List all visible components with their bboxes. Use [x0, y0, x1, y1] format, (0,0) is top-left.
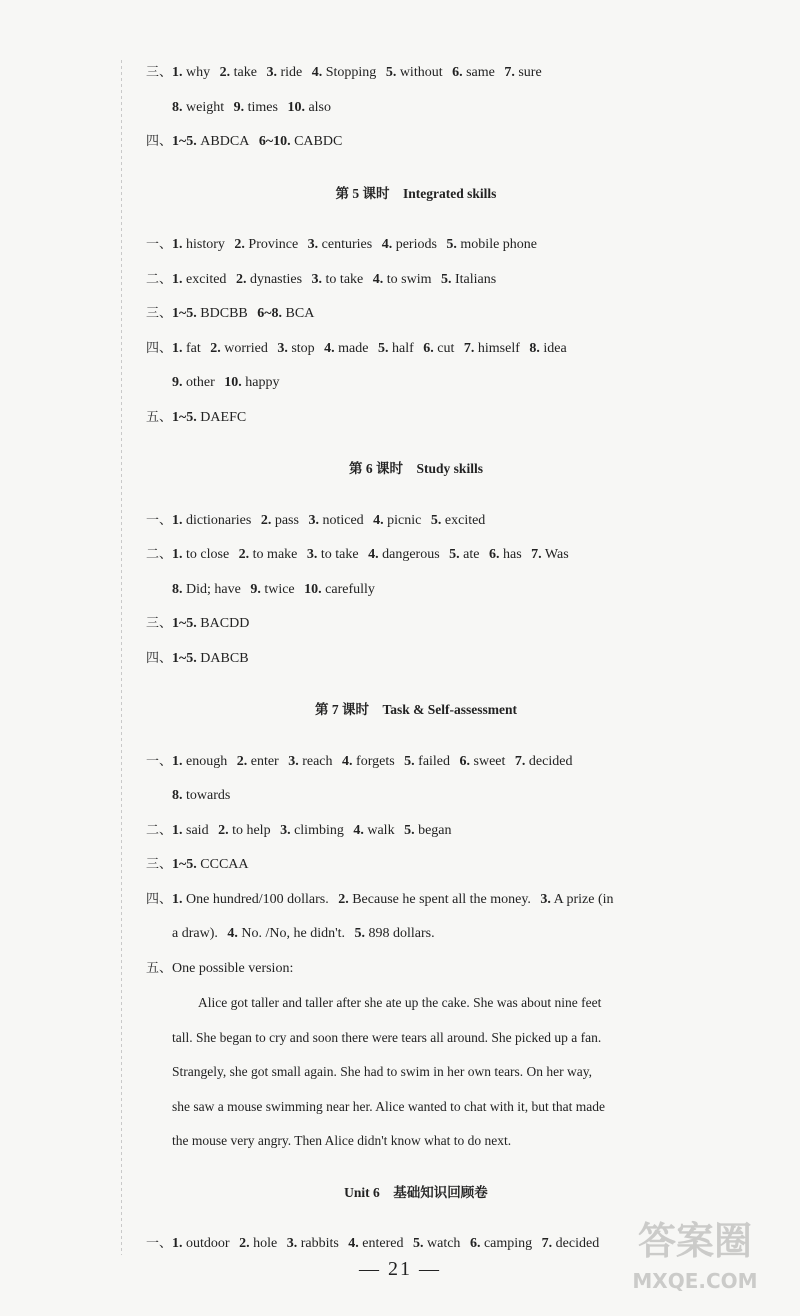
- answer-text: walk: [367, 822, 395, 838]
- question-label: 一、: [146, 512, 173, 528]
- answer-line: [146, 504, 686, 539]
- answer-number: 3.: [288, 753, 299, 769]
- answer-text: reach: [302, 753, 333, 769]
- answer-number: 5.: [404, 753, 415, 769]
- answer-item: [172, 1236, 230, 1251]
- answer-text: himself: [477, 340, 520, 356]
- answer-number: 5.: [354, 926, 366, 941]
- answer-number: 10.: [224, 375, 242, 390]
- answer-item: [172, 616, 249, 631]
- answer-number: 5.: [404, 822, 415, 838]
- answer-number: 5.: [441, 271, 452, 287]
- answer-item: [277, 341, 314, 356]
- answer-line: [146, 642, 686, 677]
- answer-number: 1.: [172, 237, 183, 252]
- answer-item: [404, 754, 450, 769]
- answer-item: [288, 754, 332, 769]
- answer-text: made: [338, 340, 369, 356]
- answer-text: camping: [483, 1236, 533, 1251]
- answer-item: [312, 65, 377, 80]
- answer-number: 6.: [423, 340, 434, 356]
- answer-number: 6.: [452, 65, 463, 80]
- answer-text: other: [186, 375, 215, 390]
- answer-item: [172, 651, 249, 666]
- answer-text: to take: [320, 547, 359, 562]
- answer-item: [368, 547, 440, 562]
- answer-line: [146, 848, 686, 883]
- answer-item: [172, 341, 201, 356]
- answer-text: periods: [395, 237, 437, 252]
- answer-item: [287, 1236, 339, 1251]
- section-title: Unit 6 基础知识回顾卷: [344, 1184, 488, 1200]
- answer-number: 1~5.: [172, 650, 197, 666]
- answer-item: [423, 341, 454, 356]
- essay-intro-line: [146, 952, 686, 987]
- section-title: 第 6 课时 Study skills: [349, 461, 483, 476]
- answer-item: [172, 823, 209, 838]
- answer-text: One hundred/100 dollars.: [186, 891, 329, 907]
- answer-text: weight: [186, 99, 225, 115]
- answer-text: ate: [463, 547, 480, 562]
- answer-item: [307, 547, 359, 562]
- answer-item: [324, 341, 368, 356]
- answer-number: 1.: [172, 340, 183, 356]
- answer-number: 4.: [324, 340, 335, 356]
- essay-line: Alice got taller and taller after she ate up the cake. She was about nine feet: [198, 995, 602, 1010]
- answer-text: BCA: [285, 306, 315, 321]
- answer-item: [280, 823, 344, 838]
- answer-number: 2.: [338, 891, 349, 907]
- answer-item: [338, 892, 531, 907]
- answer-text: picnic: [387, 512, 422, 528]
- answer-line: [146, 745, 686, 780]
- answer-number: 3.: [266, 65, 277, 80]
- answer-text: history: [186, 237, 225, 252]
- answer-number: 5.: [385, 65, 397, 80]
- answer-text: cut: [437, 340, 455, 356]
- answer-text: excited: [186, 271, 227, 287]
- answer-item: [172, 926, 218, 941]
- answer-item: [470, 1236, 532, 1251]
- answer-item: [172, 857, 249, 872]
- answer-item: [224, 375, 279, 390]
- answer-item: [266, 65, 302, 80]
- answer-text: Stopping: [325, 65, 377, 80]
- answer-text: forgets: [356, 753, 395, 769]
- answer-item: [542, 1236, 600, 1251]
- essay-line: she saw a mouse swimming near her. Alice wanted to chat with it, but that made: [172, 1098, 606, 1114]
- answer-number: 6.: [459, 753, 471, 769]
- answer-line: [146, 607, 686, 642]
- answer-text: sure: [518, 65, 542, 80]
- answer-text: watch: [427, 1236, 461, 1251]
- question-label: 三、: [146, 857, 173, 872]
- answer-item: [259, 134, 343, 149]
- answer-line: [146, 263, 686, 298]
- answer-text: rabbits: [300, 1236, 339, 1251]
- answer-number: 4.: [311, 65, 323, 80]
- answer-text: outdoor: [186, 1236, 230, 1251]
- answer-number: 6~10.: [258, 134, 291, 149]
- answer-text: fat: [186, 340, 201, 356]
- answer-item: [239, 547, 298, 562]
- answer-number: 2.: [235, 271, 247, 287]
- answer-number: 10.: [287, 99, 305, 115]
- answer-item: [342, 754, 395, 769]
- answer-text: carefully: [325, 581, 375, 597]
- answer-text: ride: [280, 65, 303, 80]
- answer-number: 8.: [172, 99, 183, 115]
- answer-text: without: [399, 65, 443, 80]
- answer-number: 7.: [531, 547, 542, 562]
- answer-number: 4.: [348, 1236, 359, 1251]
- question-label: 五、: [146, 960, 173, 976]
- answer-text: decided: [555, 1236, 600, 1251]
- answer-line: [146, 56, 686, 91]
- answer-item: [308, 513, 363, 528]
- answer-text: Italians: [455, 271, 497, 287]
- answer-number: 3.: [306, 547, 318, 562]
- answer-number: 2.: [219, 65, 231, 80]
- margin-dashed-line: [121, 60, 122, 1255]
- question-label: 一、: [146, 237, 173, 252]
- answer-text: same: [466, 65, 495, 80]
- answer-number: 3.: [540, 891, 551, 907]
- answer-item: [172, 237, 225, 252]
- answer-text: BACDD: [200, 616, 250, 631]
- answer-number: 1~5.: [172, 409, 197, 425]
- essay-body: [146, 986, 686, 1159]
- answer-line: [146, 125, 686, 160]
- answer-line: [146, 573, 686, 608]
- answer-text: happy: [245, 375, 280, 390]
- answer-number: 5.: [446, 237, 457, 252]
- question-label: 一、: [146, 753, 173, 769]
- answer-item: [234, 237, 298, 252]
- answer-text: why: [186, 65, 211, 80]
- answer-item: [304, 582, 375, 597]
- answer-item: [172, 100, 224, 115]
- answer-text: Did; have: [186, 581, 241, 597]
- answer-item: [378, 341, 414, 356]
- answer-number: 1.: [172, 512, 183, 528]
- answer-text: stop: [291, 340, 315, 356]
- answer-item: [531, 547, 569, 562]
- answer-text: DABCB: [200, 650, 249, 666]
- question-label: 三、: [146, 616, 173, 631]
- answer-line: [146, 366, 686, 401]
- answer-item: [257, 306, 314, 321]
- answer-number: 1.: [172, 65, 183, 80]
- answer-text: take: [233, 65, 257, 80]
- answer-text: worried: [224, 340, 268, 356]
- answer-text: idea: [543, 340, 567, 356]
- watermark-url: MXQE.COM: [632, 1269, 758, 1293]
- answer-number: 1.: [172, 271, 183, 287]
- answer-number: 6.: [488, 547, 500, 562]
- answer-item: [529, 341, 566, 356]
- question-label: 三、: [146, 65, 173, 80]
- answer-text: 898 dollars.: [368, 926, 435, 941]
- answer-line: [146, 538, 686, 573]
- answer-number: 4.: [373, 512, 384, 528]
- answer-text: enough: [186, 753, 228, 769]
- answer-line: [146, 91, 686, 126]
- essay-line: Strangely, she got small again. She had to swim in her own tears. On her way,: [172, 1064, 593, 1079]
- answer-item: [172, 306, 248, 321]
- answer-text: ABDCA: [200, 134, 250, 149]
- answer-item: [261, 513, 299, 528]
- answer-number: 9.: [250, 581, 261, 597]
- essay-line: tall. She began to cry and soon there were tears all around. She picked up a fan.: [172, 1029, 602, 1045]
- question-label: 三、: [146, 306, 173, 321]
- section-title: 第 7 课时 Task & Self-assessment: [314, 702, 517, 717]
- answer-number: 4.: [353, 822, 364, 838]
- answer-number: 1.: [172, 753, 183, 769]
- answer-text: entered: [362, 1236, 404, 1251]
- section-title: 第 5 课时 Integrated skills: [335, 185, 497, 201]
- answer-item: [172, 65, 210, 80]
- answer-text: dynasties: [249, 271, 303, 287]
- answer-line: [146, 401, 686, 436]
- answer-text: Province: [248, 237, 299, 252]
- answer-number: 3.: [311, 271, 323, 287]
- answer-number: 5.: [449, 547, 460, 562]
- answer-number: 8.: [529, 340, 540, 356]
- answer-text: Was: [544, 547, 569, 562]
- answer-number: 2.: [260, 512, 272, 528]
- answer-item: [446, 237, 537, 252]
- answer-item: [431, 513, 485, 528]
- answer-item: [452, 65, 495, 80]
- answer-number: 10.: [304, 581, 322, 597]
- answer-item: [172, 582, 241, 597]
- answer-item: [382, 237, 437, 252]
- answer-item: [172, 547, 229, 562]
- answer-number: 4.: [381, 237, 393, 252]
- answer-item: [464, 341, 520, 356]
- answer-text: DAEFC: [200, 409, 247, 425]
- answer-line: [146, 1227, 686, 1262]
- answer-number: 2.: [234, 237, 245, 252]
- answer-item: [239, 1236, 277, 1251]
- answer-item: [413, 1236, 460, 1251]
- answer-number: 2.: [218, 822, 229, 838]
- question-label: 二、: [146, 547, 173, 562]
- answer-number: 7.: [541, 1236, 553, 1251]
- answer-line: [146, 228, 686, 263]
- answer-item: [172, 788, 230, 803]
- answer-number: 3.: [286, 1236, 298, 1251]
- answer-text: to close: [186, 547, 230, 562]
- answer-text: enter: [250, 753, 279, 769]
- answer-text: noticed: [322, 512, 364, 528]
- answer-text: began: [418, 822, 452, 838]
- answer-text: a draw).: [172, 926, 218, 941]
- answer-number: 3.: [277, 340, 288, 356]
- answer-item: [237, 754, 279, 769]
- answer-number: 1~5.: [172, 134, 197, 149]
- answer-item: [210, 341, 268, 356]
- answer-item: [220, 65, 257, 80]
- answer-line: [146, 917, 686, 952]
- answer-number: 4.: [227, 926, 238, 941]
- answer-number: 4.: [368, 547, 379, 562]
- answer-number: 1.: [172, 547, 183, 562]
- answer-item: [504, 65, 541, 80]
- essay-line: the mouse very angry. Then Alice didn't know what to do next.: [172, 1133, 512, 1148]
- question-label: 四、: [146, 650, 173, 666]
- question-label: 二、: [146, 271, 173, 287]
- answer-number: 2.: [238, 547, 250, 562]
- answer-number: 3.: [307, 237, 319, 252]
- answer-text: CCCAA: [200, 857, 249, 872]
- answer-number: 1~5.: [172, 857, 197, 872]
- answer-item: [218, 823, 271, 838]
- answer-item: [489, 547, 522, 562]
- answer-item: [386, 65, 443, 80]
- answer-line: [146, 779, 686, 814]
- answer-number: 1.: [172, 1236, 183, 1251]
- answer-text: sweet: [473, 753, 506, 769]
- answer-text: mobile phone: [460, 237, 538, 252]
- answer-text: Because he spent all the money.: [352, 891, 531, 907]
- answer-text: CABDC: [294, 134, 343, 149]
- answer-text: excited: [444, 512, 486, 528]
- answer-text: towards: [186, 788, 231, 803]
- question-label: 二、: [146, 822, 173, 838]
- answer-number: 9.: [172, 375, 183, 390]
- answer-number: 1~5.: [172, 616, 197, 631]
- answer-number: 6.: [469, 1236, 481, 1251]
- answer-text: failed: [418, 753, 451, 769]
- answer-number: 5.: [430, 512, 442, 528]
- question-label: 四、: [146, 891, 173, 907]
- answer-item: [236, 272, 302, 287]
- answer-line: [146, 297, 686, 332]
- answer-item: [348, 1236, 403, 1251]
- answer-number: 3.: [308, 512, 319, 528]
- answer-text: half: [392, 340, 414, 356]
- answer-item: [441, 272, 496, 287]
- answer-item: [373, 513, 421, 528]
- answer-text: to make: [252, 547, 298, 562]
- answer-item: [404, 823, 451, 838]
- answer-item: [234, 100, 278, 115]
- answer-text: to take: [325, 271, 364, 287]
- answer-number: 5.: [378, 340, 389, 356]
- answer-item: [515, 754, 573, 769]
- page-number: — 21 —: [359, 1258, 441, 1280]
- answer-number: 1.: [172, 822, 183, 838]
- answer-line: [146, 814, 686, 849]
- answer-item: [312, 272, 364, 287]
- answer-number: 2.: [210, 340, 221, 356]
- answer-number: 2.: [236, 753, 248, 769]
- answer-item: [353, 823, 394, 838]
- answer-number: 4.: [372, 271, 384, 287]
- answer-text: to swim: [386, 271, 432, 287]
- answer-item: [227, 926, 345, 941]
- answer-item: [172, 513, 251, 528]
- answer-item: [172, 410, 246, 425]
- answer-item: [172, 754, 227, 769]
- answer-number: 2.: [239, 1236, 250, 1251]
- answer-text: twice: [264, 581, 295, 597]
- answer-number: 9.: [233, 99, 245, 115]
- answer-line: [146, 883, 686, 918]
- answer-text: times: [247, 99, 278, 115]
- answer-text: A prize (in: [553, 891, 614, 907]
- answer-text: to help: [232, 822, 271, 838]
- answer-item: [172, 375, 215, 390]
- answer-number: 1.: [172, 891, 183, 907]
- answer-number: 7.: [504, 65, 515, 80]
- essay-intro: One possible version:: [172, 960, 294, 976]
- answer-number: 6~8.: [257, 306, 283, 321]
- answer-text: decided: [528, 753, 573, 769]
- answer-text: dangerous: [382, 547, 440, 562]
- answer-item: [355, 926, 435, 941]
- answer-text: climbing: [294, 822, 344, 838]
- answer-text: No. /No, he didn't.: [241, 926, 346, 941]
- answer-text: dictionaries: [186, 512, 252, 528]
- answer-text: has: [502, 547, 522, 562]
- answer-item: [172, 272, 226, 287]
- answer-text: hole: [253, 1236, 278, 1251]
- answer-item: [540, 892, 613, 907]
- answer-number: 3.: [280, 822, 291, 838]
- answer-text: also: [308, 99, 332, 115]
- answer-number: 8.: [172, 788, 183, 803]
- answer-item: [287, 100, 331, 115]
- question-label: 一、: [146, 1236, 173, 1251]
- question-label: 四、: [146, 340, 173, 356]
- answer-item: [308, 237, 373, 252]
- answer-text: pass: [274, 512, 299, 528]
- answer-item: [172, 892, 329, 907]
- answer-number: 1~5.: [172, 306, 197, 321]
- answer-item: [449, 547, 479, 562]
- answer-line: [146, 332, 686, 367]
- answer-key-content: [146, 56, 686, 1262]
- answer-text: centuries: [321, 237, 373, 252]
- answer-number: 7.: [463, 340, 475, 356]
- answer-text: BDCBB: [200, 306, 248, 321]
- answer-number: 7.: [514, 753, 526, 769]
- answer-number: 4.: [342, 753, 353, 769]
- question-label: 五、: [146, 409, 173, 425]
- answer-text: said: [186, 822, 209, 838]
- watermark-logo: [620, 1216, 770, 1306]
- answer-item: [460, 754, 506, 769]
- answer-item: [172, 134, 249, 149]
- question-label: 四、: [146, 134, 173, 149]
- watermark-text: 答案圈: [637, 1219, 752, 1263]
- answer-item: [373, 272, 432, 287]
- answer-number: 5.: [413, 1236, 424, 1251]
- answer-number: 8.: [172, 581, 183, 597]
- answer-item: [250, 582, 294, 597]
